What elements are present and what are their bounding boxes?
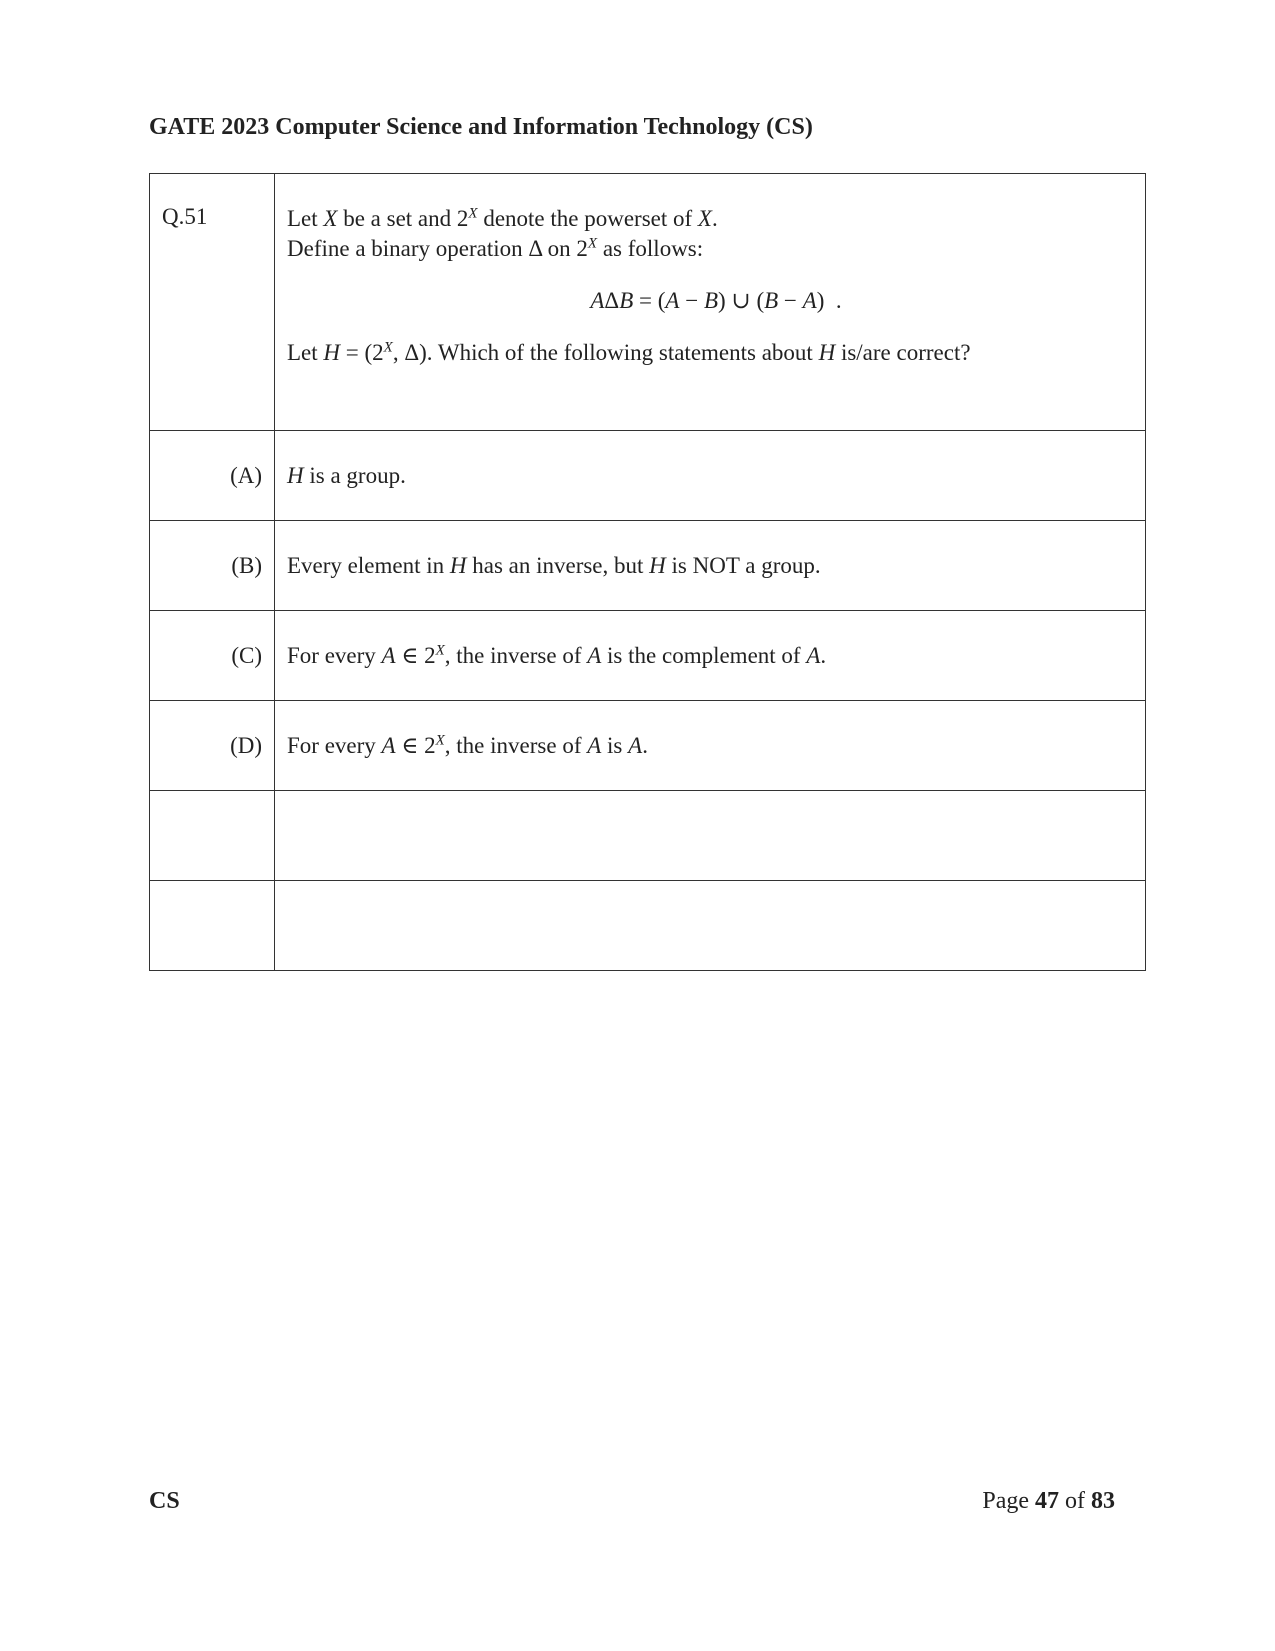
option-text [275, 521, 1146, 611]
option-label: (B) [150, 521, 275, 611]
option-label: (D) [150, 701, 275, 791]
question-line-3 [287, 338, 1145, 368]
empty-cell [275, 791, 1146, 881]
question-line-2 [287, 234, 1145, 264]
footer-page-word: Page [982, 1488, 1029, 1514]
question-line-2-render: Define a binary operation Δ on $2^X$ as follows: [287, 235, 704, 261]
footer-paper-code: CS [149, 1488, 180, 1514]
footer-page-current: 47 [1035, 1488, 1059, 1514]
option-text-render: H is a group. [287, 462, 406, 488]
option-label: (C) [150, 611, 275, 701]
footer-of-word: of [1065, 1488, 1085, 1514]
option-text-render: Every element in H has an inverse, but H is NOT a group. [287, 552, 821, 578]
question-line-1-render: Let X be a set and $2^X$ denote the powerset of X. [287, 205, 718, 231]
question-line-1 [287, 204, 1145, 234]
empty-row [150, 881, 1146, 971]
equation-render: AΔB = (A − B) ∪ (B − A) . [590, 288, 842, 313]
question-row [150, 174, 1146, 431]
empty-cell [275, 881, 1146, 971]
question-number: Q.51 [150, 174, 275, 431]
option-text [275, 701, 1146, 791]
option-text-render: For every A ∈ $2^X$, the inverse of A is A. [287, 731, 648, 758]
option-row-b [150, 521, 1146, 611]
question-body [275, 174, 1146, 431]
footer-page-total: 83 [1091, 1488, 1115, 1514]
option-row-d [150, 701, 1146, 791]
option-row-c [150, 611, 1146, 701]
option-text [275, 611, 1146, 701]
option-text-render: For every A ∈ $2^X$, the inverse of A is the complement of A. [287, 641, 827, 668]
display-equation [287, 286, 1145, 316]
empty-cell [150, 881, 275, 971]
page-title: GATE 2023 Computer Science and Information Technology (CS) [149, 114, 813, 140]
question-table [149, 173, 1146, 971]
empty-cell [150, 791, 275, 881]
question-line-3-render: Let $H = (2^X$, Δ). Which of the following statements about H is/are correct? [287, 339, 971, 365]
option-label: (A) [150, 431, 275, 521]
empty-row [150, 791, 1146, 881]
option-row-a [150, 431, 1146, 521]
footer-page-number [982, 1488, 1115, 1515]
option-text [275, 431, 1146, 521]
